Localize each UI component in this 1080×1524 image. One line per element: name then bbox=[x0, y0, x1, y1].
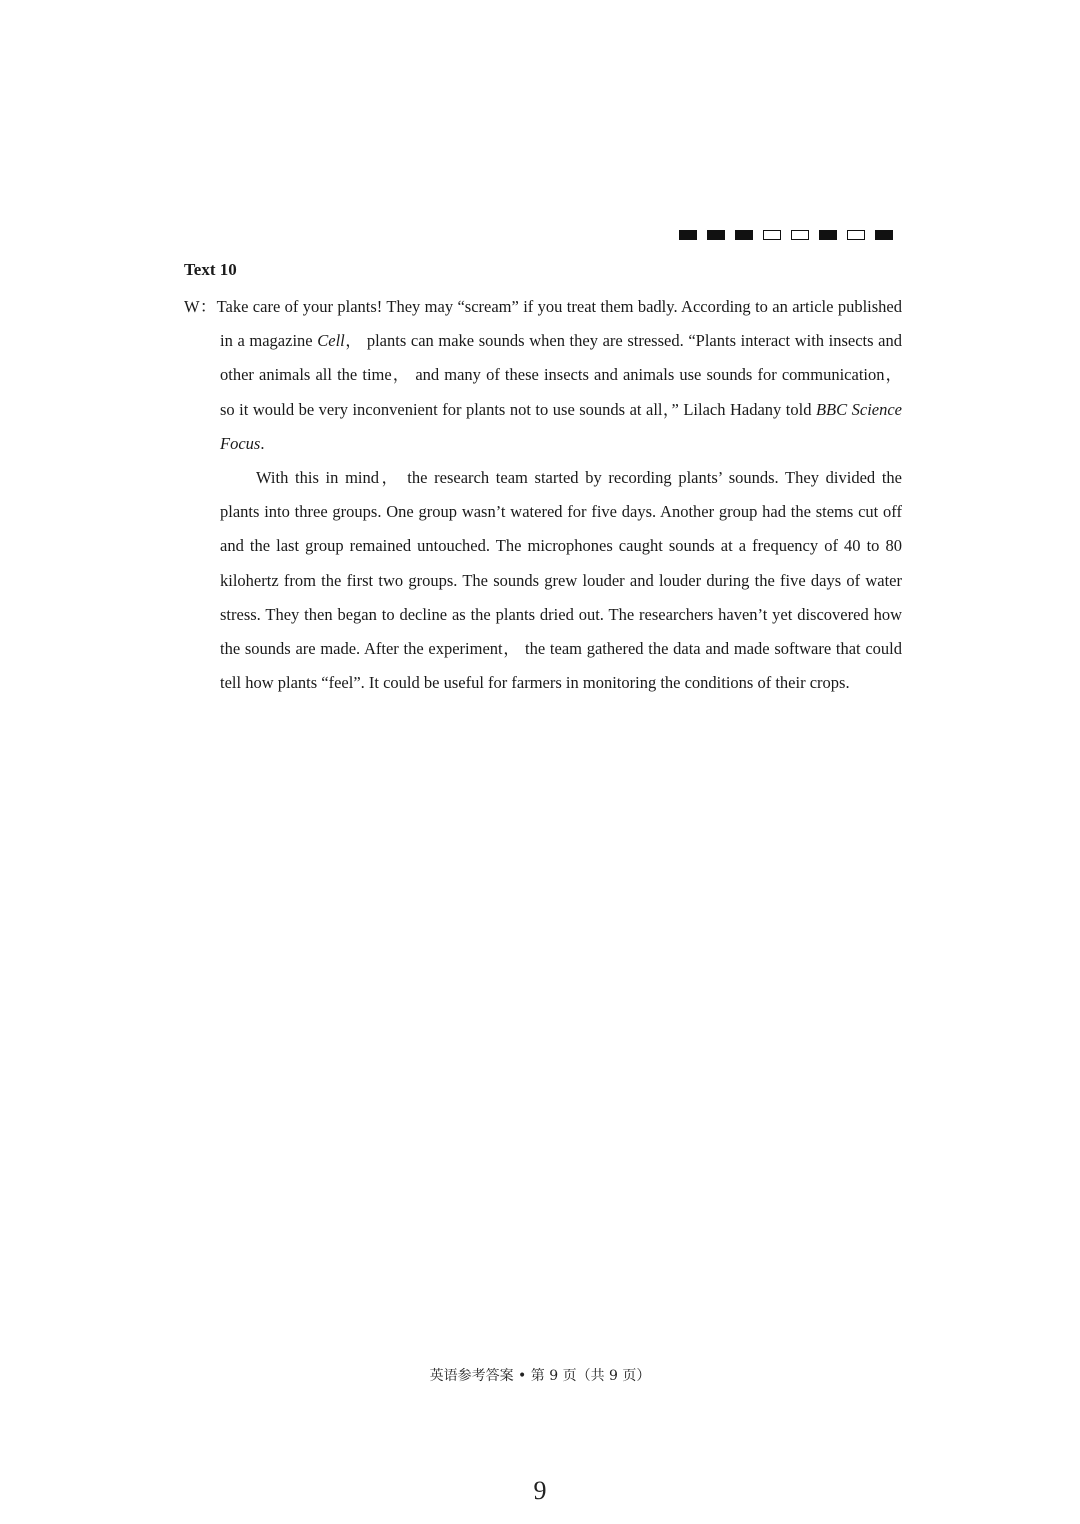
marker-6 bbox=[819, 230, 837, 240]
paragraph-2: With this in mind， the research team started by recording plants’ sounds. They divided the plants into three groups. One group wasn’t watered for five days. Another group had the stems cut off and the last group remained untouched. The microphones caught sounds at a frequency of 40 to 80 kilohertz from the first two groups. The sounds grew louder and louder during the five days of water stress. They then began to decline as the plants dried out. The researchers haven’t yet discovered how the sounds are made. After the experiment， the team gathered the data and made software that could tell how plants “feel”. It could be useful for farmers in monitoring the conditions of their crops. bbox=[220, 468, 902, 693]
marker-2 bbox=[707, 230, 725, 240]
paragraph-1-part-1: Take care of your plants! They may “scream” if you treat them badly. According to an article published in a magazine bbox=[216, 297, 902, 351]
marker-1 bbox=[679, 230, 697, 240]
answer-markers bbox=[679, 230, 893, 240]
marker-4 bbox=[763, 230, 781, 240]
section-title: Text 10 bbox=[184, 260, 237, 279]
page-number: 9 bbox=[533, 1476, 547, 1505]
marker-8 bbox=[875, 230, 893, 240]
transcript bbox=[184, 290, 902, 700]
paragraph-1-part-3: . bbox=[260, 433, 265, 453]
page-footer: 英语参考答案 • 第 9 页（共 9 页） bbox=[429, 1368, 651, 1384]
paragraph-1 bbox=[184, 290, 902, 461]
marker-3 bbox=[735, 230, 753, 240]
source-title: BBC Science Focus bbox=[220, 399, 902, 453]
marker-7 bbox=[847, 230, 865, 240]
magazine-title: Cell bbox=[317, 331, 345, 351]
speaker-label: W： bbox=[184, 297, 217, 316]
paragraph-1-part-2: ， plants can make sounds when they are stressed. “Plants interact with insects and other animals all the time， and many of these insects and animals use sounds for communication， so it would be very inconvenient for plants not to use sounds at all，” Lilach Hadany told bbox=[220, 331, 903, 419]
marker-5 bbox=[791, 230, 809, 240]
